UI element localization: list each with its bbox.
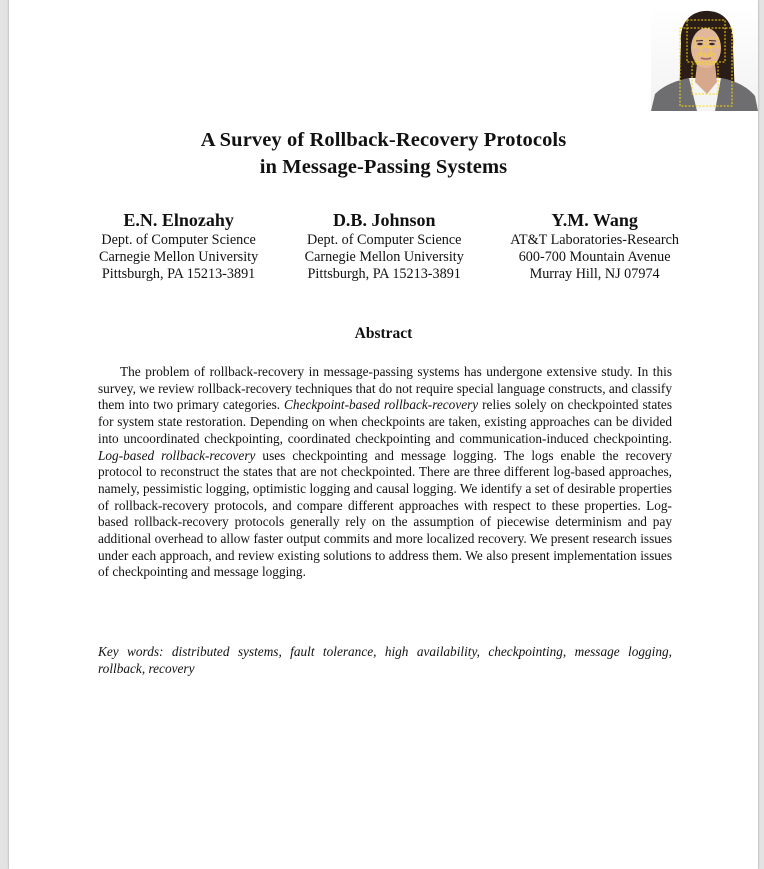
document-page (9, 0, 758, 869)
author-institution: 600-700 Mountain Avenue (518, 249, 671, 265)
author-block (99, 208, 679, 283)
author-department: Dept. of Computer Science (306, 232, 462, 248)
paper-title-line-1: A Survey of Rollback-Recovery Protocols (200, 129, 567, 151)
author-2 (305, 208, 464, 283)
abstract-text-3: uses checkpointing and message logging. The logs enable the recovery protocol to reconstruct the states that are not checkpointed. There are three different log-based approaches, namely, pessimistic logging, optimistic logging and causal logging. We identify a set of desirable properties of rollback-recovery protocols, and compare different approaches with respect to these properties. Log-based rollback-recovery protocols generally rely on the assumption of piecewise determinism and pay additional overhead to allow faster output commits and more localized recovery. We present research issues under each approach, and review existing solutions to address them. We also present implementation issues of checkpointing and message logging. (98, 447, 672, 580)
abstract-heading: Abstract (354, 325, 413, 342)
author-name: Y.M. Wang (551, 210, 638, 230)
author-address: Pittsburgh, PA 15213-3891 (307, 266, 461, 282)
author-department: AT&T Laboratories-Research (510, 232, 679, 248)
keywords: Key words: distributed systems, fault tolerance, high availability, checkpointing, message logging, rollback, recovery (98, 644, 672, 676)
author-name: E.N. Elnozahy (123, 210, 234, 230)
author-department: Dept. of Computer Science (101, 232, 256, 248)
author-address: Murray Hill, NJ 07974 (529, 266, 660, 282)
abstract-text-2: relies solely on checkpointed states for system state restoration. Depending on when checkpoints are taken, existing approaches can be divided into uncoordinated checkpointing, coordinated checkpointing and communication-induced checkpointing. (98, 397, 673, 446)
paper-title (9, 127, 758, 181)
portrait-image (651, 8, 758, 111)
abstract-term-log-based: Log-based rollback-recovery (98, 447, 256, 463)
author-name: D.B. Johnson (332, 210, 436, 230)
author-1 (99, 208, 258, 283)
abstract-term-checkpoint-based: Checkpoint-based rollback-recovery (284, 397, 479, 413)
portrait-photo (651, 8, 758, 111)
paper-title-line-2: in Message-Passing Systems (259, 156, 508, 178)
author-address: Pittsburgh, PA 15213-3891 (101, 266, 256, 282)
abstract-body (98, 364, 672, 581)
author-3 (510, 208, 679, 283)
author-institution: Carnegie Mellon University (99, 249, 259, 265)
author-institution: Carnegie Mellon University (304, 249, 464, 265)
abstract-text-1: The problem of rollback-recovery in message-passing systems has undergone extensive study. In this survey, we review rollback-recovery techniques that do not require special language constructs, and classify them into two primary categories. (98, 364, 673, 413)
